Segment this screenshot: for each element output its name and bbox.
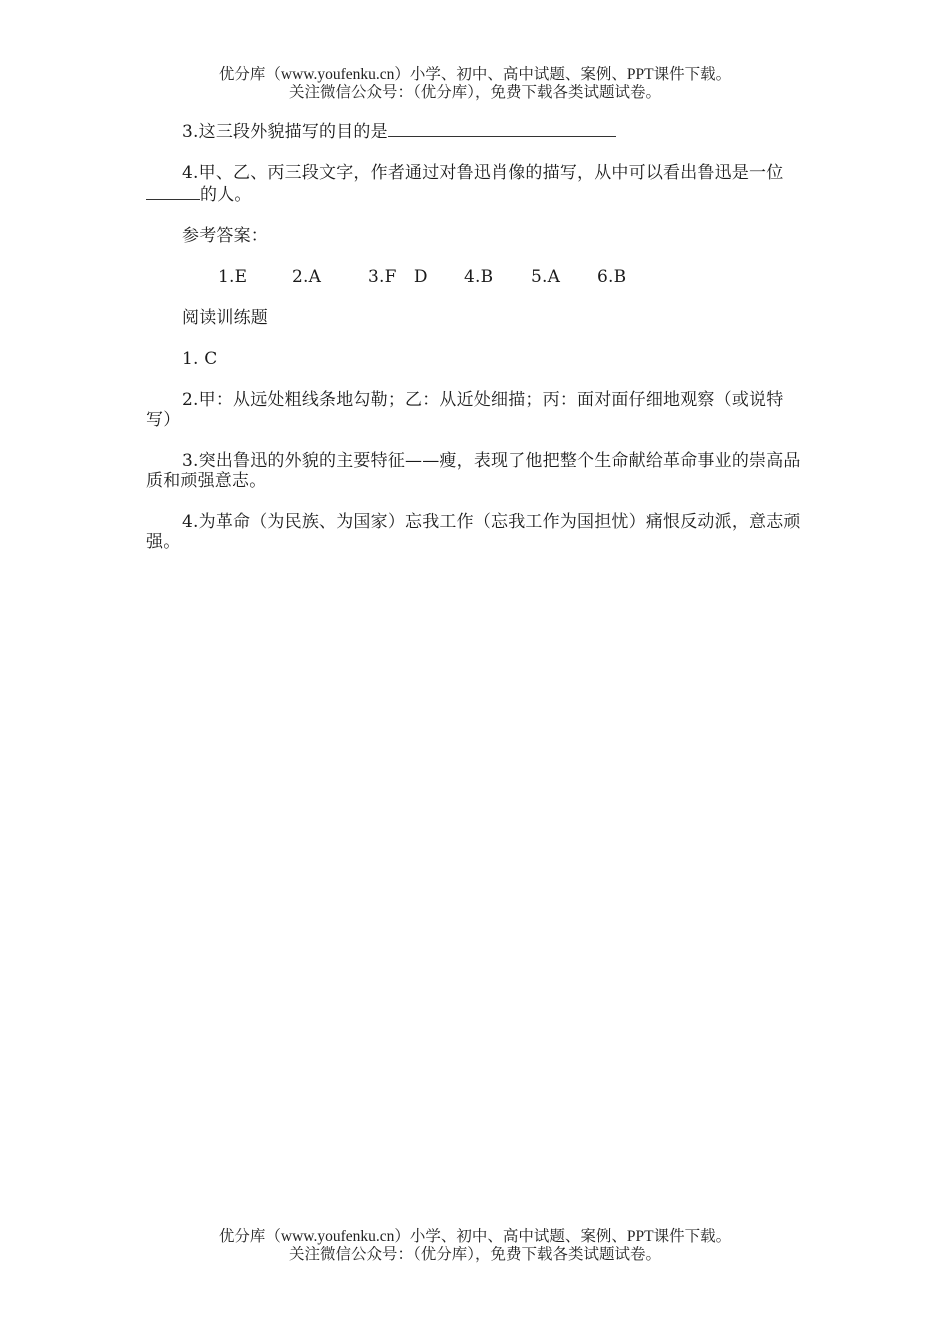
answer-item: 1.E <box>218 267 248 287</box>
reading-section-title: 阅读训练题 <box>182 308 268 328</box>
question-3 <box>146 120 808 142</box>
header-line-1: 优分库（www.youfenku.cn）小学、初中、高中试题、案例、PPT课件下载。 <box>218 66 732 83</box>
reading-answer-3: 3.突出鲁迅的外貌的主要特征——瘦，表现了他把整个生命献给革命事业的崇高品质和顽强意志。 <box>146 451 801 491</box>
question-4 <box>146 163 808 205</box>
page-footer <box>0 1228 950 1264</box>
reference-answers-title: 参考答案： <box>182 226 268 246</box>
reading-answer-4: 4.为革命（为民族、为国家）忘我工作（忘我工作为国担忧）痛恨反动派，意志顽强。 <box>146 512 801 552</box>
reading-answer-2: 2.甲：从远处粗线条地勾勒；乙：从近处细描；丙：面对面仔细地观察（或说特写） <box>146 390 784 430</box>
reading-answer-1: 1. C <box>182 349 218 369</box>
answer-item: 6.B <box>597 267 627 287</box>
answer-blank <box>146 183 200 200</box>
footer-line-1: 优分库（www.youfenku.cn）小学、初中、高中试题、案例、PPT课件下载。 <box>218 1228 732 1245</box>
answer-item: 2.A <box>292 267 322 287</box>
page-header <box>0 66 950 102</box>
question-4-text-after: 的人。 <box>200 185 252 205</box>
question-3-text: 3.这三段外貌描写的目的是 <box>182 122 388 142</box>
question-4-text-before: 4.甲、乙、丙三段文字，作者通过对鲁迅肖像的描写，从中可以看出鲁迅是一位 <box>182 163 784 183</box>
answer-blank <box>388 120 616 137</box>
header-line-2: 关注微信公众号：（优分库），免费下载各类试题试卷。 <box>288 84 661 101</box>
answer-item: 3.F D <box>368 267 428 287</box>
answer-item: 5.A <box>531 267 561 287</box>
footer-line-2: 关注微信公众号：（优分库），免费下载各类试题试卷。 <box>288 1246 661 1263</box>
document-body <box>146 120 808 573</box>
answer-item: 4.B <box>464 267 494 287</box>
reference-answers-list <box>146 267 808 287</box>
